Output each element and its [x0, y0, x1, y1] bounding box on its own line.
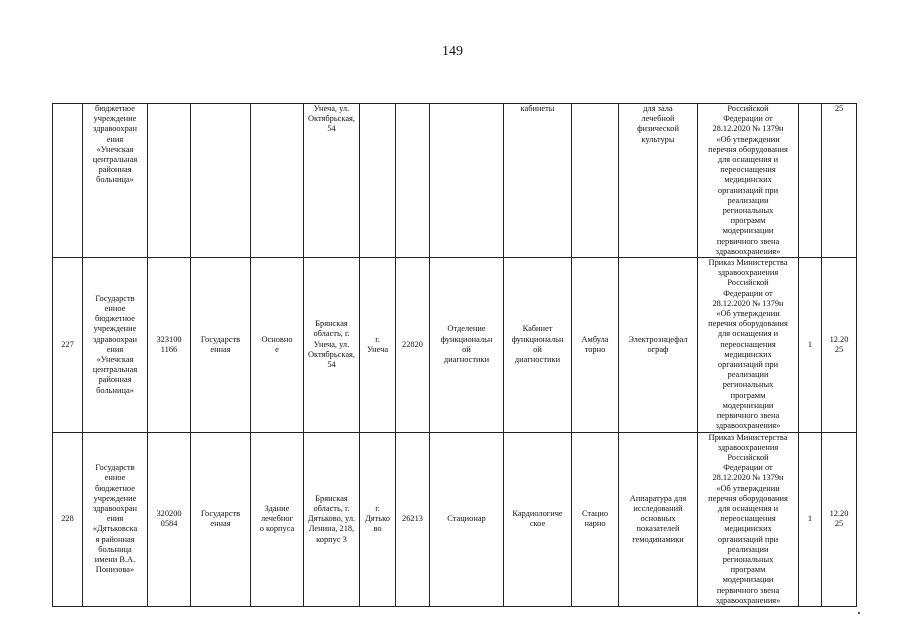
equipment-cell: Аппаратура для исследований основных показателей гемодинамики: [619, 432, 698, 606]
quantity-cell: 1: [799, 432, 822, 606]
department-cell: Стационар: [430, 432, 504, 606]
legal-basis-cell: Российской Федерации от 28.12.2020 № 1379н «Об утверждении перечня оборудования для оснащения и переоснащения медицинских организаций при реализации региональных программ модернизации первичного звена здравоохранения»: [698, 104, 799, 258]
room-cell: Кабинет функциональн ой диагностики: [504, 258, 572, 432]
ownership-cell: Государств енная: [191, 432, 251, 606]
care-type-cell: Стацио нарно: [572, 432, 619, 606]
equipment-cell: для зала лечебной физической культуры: [619, 104, 698, 258]
building-cell: Здание лечебног о корпуса: [251, 432, 304, 606]
equipment-registry-table: [52, 103, 857, 607]
department-cell: Отделение функциональн ой диагностики: [430, 258, 504, 432]
institution-name-cell: бюджетное учреждение здравоохран ения «Унечская центральная районная больница»: [83, 104, 148, 258]
city-cell: г. Унеча: [360, 258, 396, 432]
legal-basis-cell: Приказ Министерства здравоохранения Российской Федерации от 28.12.2020 № 1379н «Об утверждении перечня оборудования для оснащения и переоснащения медицинских организаций при реализации региональных программ модернизации первичного звена здравоохранения»: [698, 258, 799, 432]
care-type-cell: [572, 104, 619, 258]
quantity-cell: 1: [799, 258, 822, 432]
city-cell: [360, 104, 396, 258]
row-number-cell: 227: [53, 258, 83, 432]
table-row-227: [53, 258, 857, 432]
institution-name-cell: Государств енное бюджетное учреждение здравоохран ения «Дятьковска я районная больница имени В.А. Понизова»: [83, 432, 148, 606]
legal-basis-cell: Приказ Министерства здравоохранения Российской Федерации от 28.12.2020 № 1379н «Об утверждении перечня оборудования для оснащения и переоснащения медицинских организаций при реализации региональных программ модернизации первичного звена здравоохранения»: [698, 432, 799, 606]
ownership-cell: [191, 104, 251, 258]
room-cell: Кардиологиче ское: [504, 432, 572, 606]
postcode-cell: [396, 104, 430, 258]
equipment-cell: Электроэнцефал ограф: [619, 258, 698, 432]
page-number: 149: [442, 44, 463, 59]
table-row-continuation: [53, 104, 857, 258]
city-cell: г. Дятько во: [360, 432, 396, 606]
address-cell: Унеча, ул. Октябрьская, 54: [304, 104, 360, 258]
date-cell: 25: [822, 104, 857, 258]
care-type-cell: Амбула торно: [572, 258, 619, 432]
address-cell: Брянская область, г. Дятьково, ул. Ленина, 218, корпус 3: [304, 432, 360, 606]
postcode-cell: 26213: [396, 432, 430, 606]
room-cell: кабинеты: [504, 104, 572, 258]
institution-name-cell: Государств енное бюджетное учреждение здравоохран ения «Унечская центральная районная больница»: [83, 258, 148, 432]
department-cell: [430, 104, 504, 258]
table-row-228: [53, 432, 857, 606]
quantity-cell: [799, 104, 822, 258]
ownership-cell: Государств енная: [191, 258, 251, 432]
code-cell: 320200 0584: [148, 432, 191, 606]
date-cell: 12.20 25: [822, 258, 857, 432]
date-cell: 12.20 25: [822, 432, 857, 606]
scan-speck: [858, 612, 860, 614]
building-cell: Основно е: [251, 258, 304, 432]
code-cell: [148, 104, 191, 258]
building-cell: [251, 104, 304, 258]
address-cell: Брянская область, г. Унеча, ул. Октябрьская, 54: [304, 258, 360, 432]
code-cell: 323100 1166: [148, 258, 191, 432]
row-number-cell: [53, 104, 83, 258]
postcode-cell: 22820: [396, 258, 430, 432]
row-number-cell: 228: [53, 432, 83, 606]
